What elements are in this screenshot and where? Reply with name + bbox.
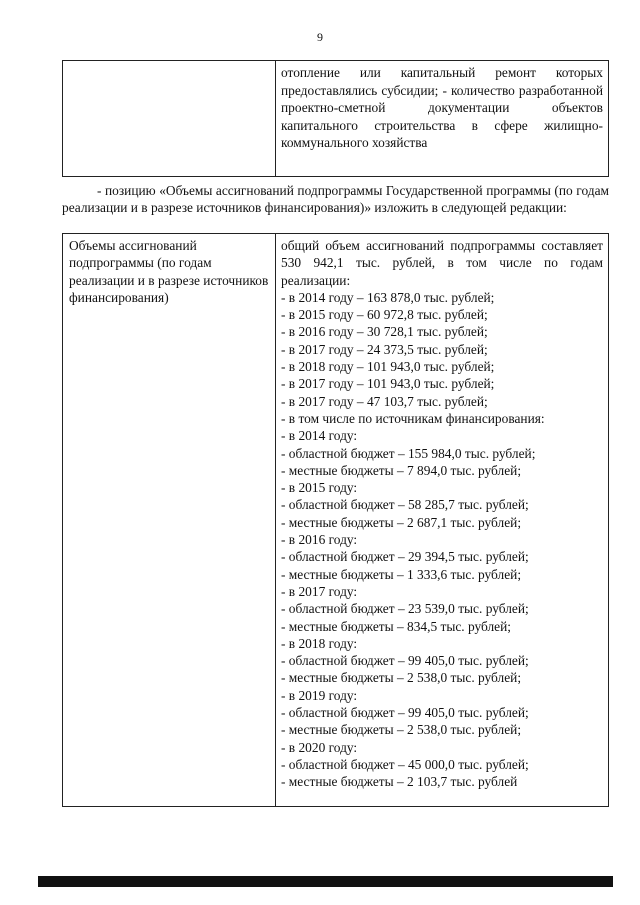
- allocation-line: - в 2015 году – 60 972,8 тыс. рублей;: [281, 307, 488, 323]
- allocation-line: - местные бюджеты – 834,5 тыс. рублей;: [281, 618, 512, 634]
- continuation-cell-text: отопление или капитальный ремонт которых предоставлялись субсидии; - количество разработанной проектно-сметной документации объектов капитального строительства в сфере жилищно-коммунального хозяйства: [281, 65, 603, 150]
- allocation-line: - в 2014 году:: [281, 428, 358, 444]
- allocation-line: - в 2017 году – 24 373,5 тыс. рублей;: [281, 341, 488, 357]
- allocation-line: - в 2020 году:: [281, 739, 358, 755]
- allocation-line: - областной бюджет – 29 394,5 тыс. рублей;: [281, 549, 529, 565]
- allocation-line: - в том числе по источникам финансирования:: [281, 410, 545, 426]
- allocation-line: - областной бюджет – 58 285,7 тыс. рублей;: [281, 497, 529, 513]
- allocation-line: - в 2016 году – 30 728,1 тыс. рублей;: [281, 324, 488, 340]
- allocation-line: - местные бюджеты – 2 687,1 тыс. рублей;: [281, 514, 522, 530]
- allocation-line: - областной бюджет – 99 405,0 тыс. рублей;: [281, 653, 529, 669]
- allocation-line: - в 2015 году:: [281, 480, 358, 496]
- column-divider: [275, 234, 276, 806]
- allocation-line: - в 2016 году:: [281, 532, 358, 548]
- allocation-line: - в 2019 году:: [281, 687, 358, 703]
- allocation-line: - областной бюджет – 99 405,0 тыс. рублей;: [281, 705, 529, 721]
- allocation-line: - в 2014 году – 163 878,0 тыс. рублей;: [281, 289, 495, 305]
- allocation-line: - местные бюджеты – 2 538,0 тыс. рублей;: [281, 722, 522, 738]
- amendment-instruction: - позицию «Объемы ассигнований подпрограммы Государственной программы (по годам реализации и в разрезе источников финансирования)» изложить в следующей редакции:: [62, 183, 609, 215]
- continuation-table: [62, 60, 609, 177]
- allocation-details: [281, 237, 603, 791]
- allocation-line: - местные бюджеты – 2 103,7 тыс. рублей: [281, 774, 518, 790]
- allocation-line: - в 2017 году – 101 943,0 тыс. рублей;: [281, 376, 495, 392]
- allocation-line: - в 2018 году:: [281, 635, 358, 651]
- allocation-intro: общий объем ассигнований подпрограммы составляет 530 942,1 тыс. рублей, в том числе по годам реализации:: [281, 238, 603, 288]
- page-number: 9: [317, 30, 323, 44]
- allocation-line: - местные бюджеты – 2 538,0 тыс. рублей;: [281, 670, 522, 686]
- allocation-line: - областной бюджет – 45 000,0 тыс. рублей;: [281, 756, 529, 772]
- allocation-label: Объемы ассигнований подпрограммы (по годам реализации и в разрезе источников финансирования): [69, 238, 269, 305]
- allocation-line: - областной бюджет – 155 984,0 тыс. рублей;: [281, 445, 536, 461]
- allocation-line: - в 2017 году – 47 103,7 тыс. рублей;: [281, 393, 488, 409]
- allocation-table: [62, 233, 609, 807]
- column-divider: [275, 61, 276, 176]
- footer-bar: [38, 876, 613, 887]
- allocation-line: - в 2017 году:: [281, 583, 358, 599]
- allocation-line: - местные бюджеты – 7 894,0 тыс. рублей;: [281, 462, 522, 478]
- allocation-line: - в 2018 году – 101 943,0 тыс. рублей;: [281, 359, 495, 375]
- allocation-line: - местные бюджеты – 1 333,6 тыс. рублей;: [281, 566, 522, 582]
- allocation-line: - областной бюджет – 23 539,0 тыс. рублей;: [281, 601, 529, 617]
- allocation-lines: [281, 289, 603, 791]
